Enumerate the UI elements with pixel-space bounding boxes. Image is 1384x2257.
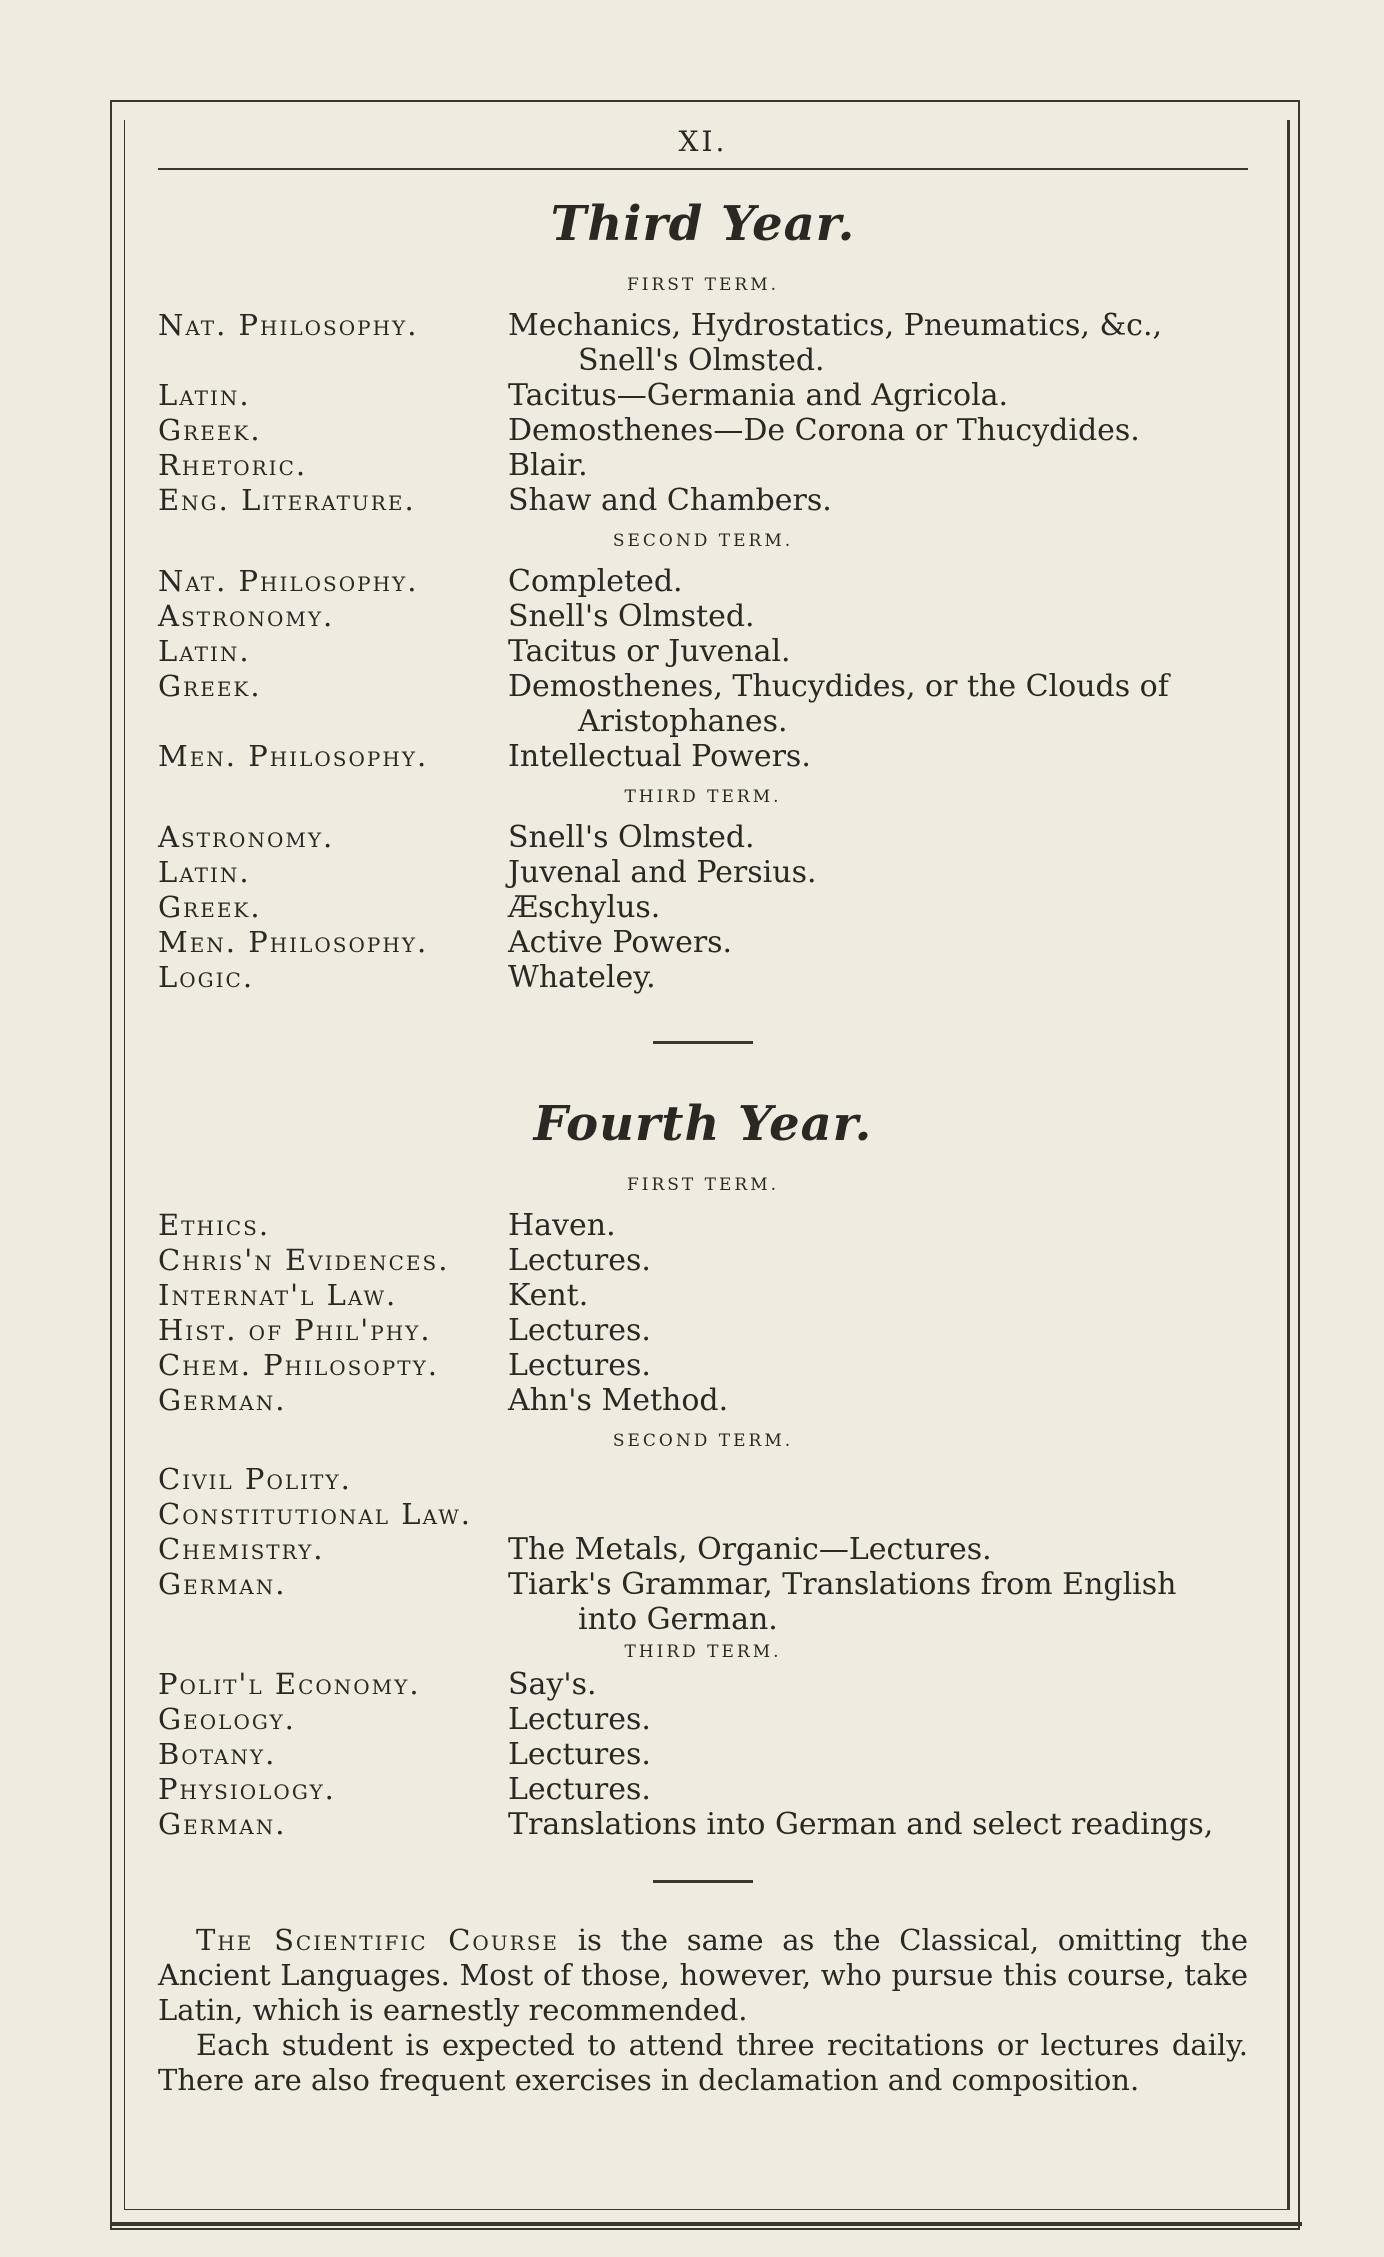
fourth-year-third-term [158, 1667, 1248, 1842]
course-row [158, 1567, 1248, 1637]
course-text [508, 1243, 1248, 1278]
course-row [158, 483, 1248, 518]
course-text-line: Say's. [508, 1667, 597, 1702]
course-subject: Latin. [158, 378, 251, 412]
course-row [158, 855, 1248, 890]
course-row [158, 413, 1248, 448]
fourth-year-second-term [158, 1532, 1248, 1637]
course-subject: Greek. [158, 890, 262, 924]
course-subject: Constitutional Law. [158, 1497, 472, 1531]
course-text-line: Tiark's Grammar, Translations from English [508, 1567, 1177, 1602]
course-text-line: Snell's Olmsted. [508, 599, 755, 634]
course-row [158, 1243, 1248, 1278]
course-subject: Chemistry. [158, 1532, 325, 1566]
course-text-line: Haven. [508, 1208, 616, 1243]
course-text [508, 1807, 1248, 1842]
course-text [508, 890, 1248, 925]
course-row [158, 1313, 1248, 1348]
scientific-course-text: is the same as the Classical, omitting the Ancient Languages. Most of those, however, who pursue this course, take Latin, which is earnestly recommended. [158, 1923, 1248, 2027]
course-subject: Astronomy. [158, 820, 335, 854]
course-subject: Internat'l Law. [158, 1278, 398, 1312]
course-text-line: Kent. [508, 1278, 589, 1313]
course-subject: Nat. Philosophy. [158, 564, 419, 598]
course-text [508, 855, 1248, 890]
course-row [158, 925, 1248, 960]
course-row [158, 1772, 1248, 1807]
course-text [508, 820, 1248, 855]
course-subject: German. [158, 1567, 287, 1601]
course-text [508, 564, 1248, 599]
course-text [508, 308, 1248, 378]
course-row [158, 1208, 1248, 1243]
course-text-continuation: Snell's Olmsted. [578, 343, 825, 378]
closing-divider [653, 1880, 753, 1883]
page-frame-bottom-rule [112, 2222, 1302, 2226]
course-subject: Eng. Literature. [158, 483, 416, 517]
course-row [158, 634, 1248, 669]
course-text [508, 483, 1248, 518]
course-row [158, 890, 1248, 925]
course-text [508, 960, 1248, 995]
course-subject: Geology. [158, 1702, 296, 1736]
course-row [158, 1278, 1248, 1313]
term-label: THIRD TERM. [624, 787, 782, 807]
term-label: SECOND TERM. [612, 531, 794, 551]
fourth-year-title: Fourth Year. [533, 1096, 873, 1152]
course-row [158, 1702, 1248, 1737]
course-row [158, 669, 1248, 739]
course-text-line: Completed. [508, 564, 683, 599]
course-text-line: Active Powers. [508, 925, 733, 960]
course-text [508, 378, 1248, 413]
course-row [158, 308, 1248, 378]
course-row [158, 564, 1248, 599]
course-text [508, 1702, 1248, 1737]
course-row [158, 739, 1248, 774]
course-text [508, 669, 1248, 739]
section-divider [653, 1041, 753, 1044]
course-text [508, 1532, 1248, 1567]
course-text-line: Shaw and Chambers. [508, 483, 832, 518]
term-label: SECOND TERM. [612, 1431, 794, 1451]
third-year-title: Third Year. [550, 196, 856, 252]
course-text-line: Ahn's Method. [508, 1383, 729, 1418]
scientific-course-paragraph [158, 1923, 1248, 2028]
course-text [508, 1567, 1248, 1637]
course-subject: German. [158, 1807, 287, 1841]
course-row [158, 960, 1248, 995]
course-text [508, 1772, 1248, 1807]
course-text-line: Demosthenes—De Corona or Thucydides. [508, 413, 1140, 448]
course-text [508, 925, 1248, 960]
course-subject: Chris'n Evidences. [158, 1243, 450, 1277]
course-subject: Greek. [158, 413, 262, 447]
course-text-continuation: into German. [578, 1602, 778, 1637]
course-text [508, 1278, 1248, 1313]
course-subject: Polit'l Economy. [158, 1667, 421, 1701]
course-text-line: Mechanics, Hydrostatics, Pneumatics, &c., [508, 308, 1163, 343]
course-text [508, 599, 1248, 634]
course-subject: Latin. [158, 634, 251, 668]
course-text-line: The Metals, Organic—Lectures. [508, 1532, 992, 1567]
course-text [508, 634, 1248, 669]
course-row [158, 1532, 1248, 1567]
course-row [158, 599, 1248, 634]
course-subject: Nat. Philosophy. [158, 308, 419, 342]
course-text-line: Tacitus or Juvenal. [508, 634, 791, 669]
term-label: THIRD TERM. [624, 1642, 782, 1662]
course-text [508, 413, 1248, 448]
course-subject: Civil Polity. [158, 1462, 352, 1496]
course-text-line: Snell's Olmsted. [508, 820, 755, 855]
course-row [158, 1348, 1248, 1383]
term-label: FIRST TERM. [626, 1175, 780, 1195]
course-text-line: Lectures. [508, 1313, 651, 1348]
course-row [158, 1383, 1248, 1418]
course-text-line: Blair. [508, 448, 588, 483]
course-text [508, 1208, 1248, 1243]
course-subject: Men. Philosophy. [158, 739, 429, 773]
course-subject: Astronomy. [158, 599, 335, 633]
attendance-paragraph: Each student is expected to attend three recitations or lectures daily. There are also frequent exercises in declamation and composition. [158, 2028, 1248, 2097]
course-subject: Ethics. [158, 1208, 271, 1242]
course-subject: Botany. [158, 1737, 277, 1771]
course-subject: Greek. [158, 669, 262, 703]
course-text-line: Translations into German and select readings, [508, 1807, 1214, 1842]
course-subject: German. [158, 1383, 287, 1417]
course-text-line: Lectures. [508, 1772, 651, 1807]
course-text-line: Lectures. [508, 1737, 651, 1772]
third-year-terms [158, 270, 1248, 995]
course-text [508, 1737, 1248, 1772]
course-row [158, 1667, 1248, 1702]
course-subject: Chem. Philosopty. [158, 1348, 439, 1382]
course-text-continuation: Aristophanes. [578, 704, 788, 739]
term-label: FIRST TERM. [626, 275, 780, 295]
course-subject: Hist. of Phil'phy. [158, 1313, 432, 1347]
course-text-line: Intellectual Powers. [508, 739, 811, 774]
course-row [158, 820, 1248, 855]
course-subject: Rhetoric. [158, 448, 308, 482]
course-text [508, 1348, 1248, 1383]
page-number: XI. [678, 125, 728, 158]
course-text [508, 1383, 1248, 1418]
course-text [508, 1313, 1248, 1348]
course-text [508, 739, 1248, 774]
course-text-line: Demosthenes, Thucydides, or the Clouds of [508, 669, 1169, 704]
course-text-line: Tacitus—Germania and Agricola. [508, 378, 1009, 413]
course-subject: Logic. [158, 960, 255, 994]
course-text [508, 448, 1248, 483]
scientific-course-lead: The Scientific Course [196, 1923, 560, 1957]
course-text-line: Whateley. [508, 960, 656, 995]
course-text [508, 1667, 1248, 1702]
course-text-line: Lectures. [508, 1702, 651, 1737]
course-subject: Latin. [158, 855, 251, 889]
course-text-line: Juvenal and Persius. [508, 855, 817, 890]
header-rule [158, 168, 1248, 170]
course-text-line: Æschylus. [508, 890, 661, 925]
course-row [158, 378, 1248, 413]
page-content [158, 118, 1248, 2098]
course-row [158, 1737, 1248, 1772]
course-subject: Men. Philosophy. [158, 925, 429, 959]
course-subject: Physiology. [158, 1772, 336, 1806]
course-text-line: Lectures. [508, 1348, 651, 1383]
course-row [158, 448, 1248, 483]
fourth-year-first-term [158, 1208, 1248, 1418]
closing-notes [158, 1923, 1248, 2098]
course-text-line: Lectures. [508, 1243, 651, 1278]
course-row [158, 1807, 1248, 1842]
